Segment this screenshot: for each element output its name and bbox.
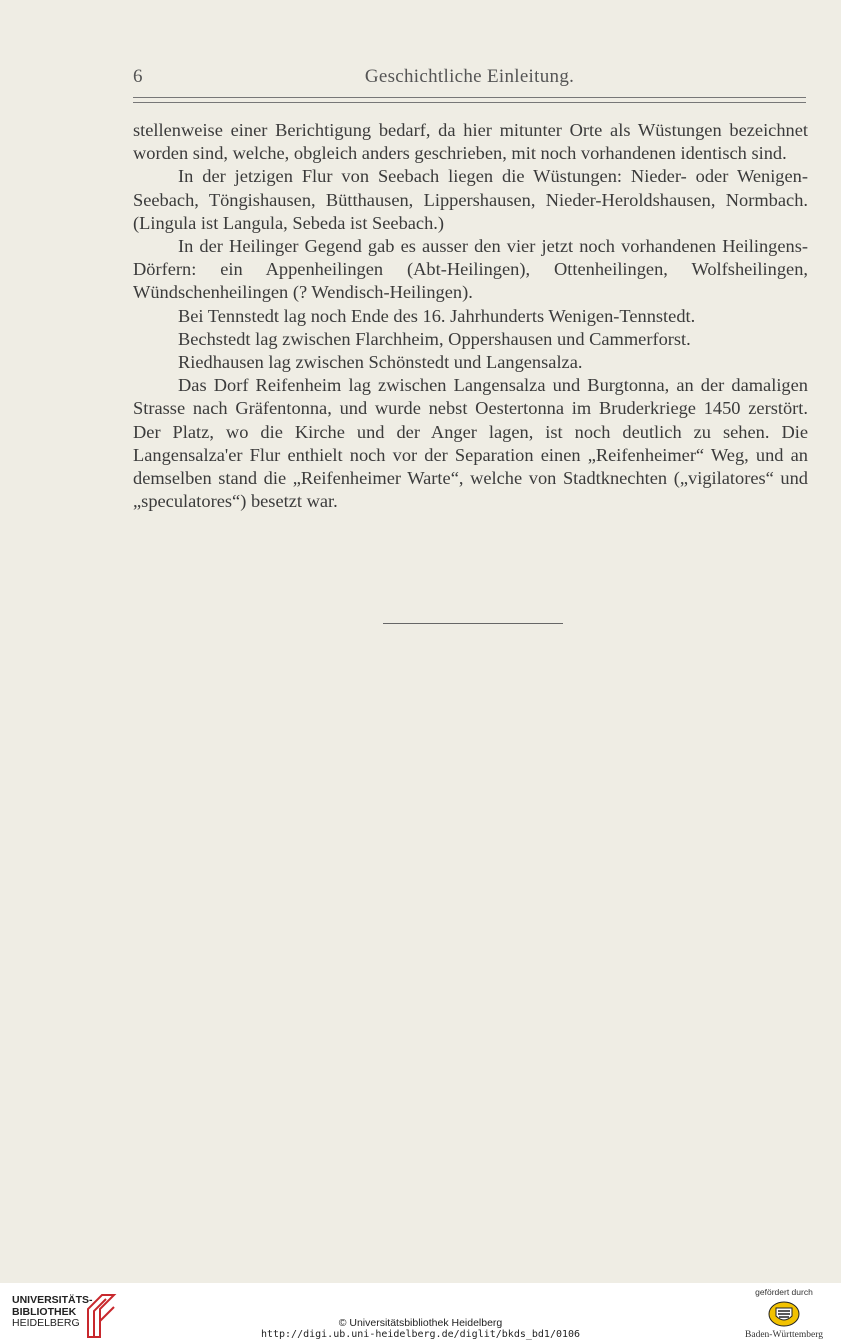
footer-credits <box>0 1317 841 1341</box>
copyright-text: © Universitätsbibliothek Heidelberg <box>338 1317 503 1329</box>
funded-by-label: gefördert durch <box>755 1287 813 1297</box>
library-name-line2: BIBLIOTHEK <box>12 1305 77 1318</box>
permalink-url[interactable]: http://digi.ub.uni-heidelberg.de/diglit/bkds_bd1/0106 <box>260 1329 581 1340</box>
running-title: Geschichtliche Einleitung. <box>364 66 575 87</box>
running-header <box>133 66 806 94</box>
funder-logo[interactable] <box>739 1287 829 1340</box>
body-text <box>133 119 808 513</box>
funder-name: Baden-Württemberg <box>745 1330 823 1340</box>
baden-wuerttemberg-crest-icon <box>767 1300 801 1328</box>
paragraph: In der jetzigen Flur von Seebach liegen die Wüstungen: Nieder- oder Wenigen-Seebach, Töngishausen, Bütthausen, Lippershausen, Nieder-Heroldshausen, Normbach. (Lingula ist Langula, Sebeda ist Seebach.) <box>133 166 808 233</box>
footer-bar <box>0 1283 841 1344</box>
header-double-rule <box>133 97 806 103</box>
paragraph: Bechstedt lag zwischen Flarchheim, Oppershausen und Cammerforst. <box>178 328 691 349</box>
paragraph: In der Heilinger Gegend gab es ausser den vier jetzt noch vorhandenen Heilingens-Dörfern: ein Appenheilingen (Abt-Heilingen), Ottenheilingen, Wolfsheilingen, Wündschenheilingen (? Wendisch-Heilingen). <box>133 236 808 303</box>
page-number: 6 <box>133 66 143 87</box>
section-end-rule <box>383 623 563 624</box>
paragraph: Das Dorf Reifenheim lag zwischen Langensalza und Burgtonna, an der damaligen Strasse nach Gräfentonna, und wurde nebst Oestertonna im Bruderkriege 1450 zerstört. Der Platz, wo die Kirche und der Anger lagen, ist noch deutlich zu sehen. Die Langensalza'er Flur enthielt noch vor der Separation einen „Reifenheimer“ Weg, und an demselben stand die „Reifenheimer Warte“, welche von Stadtknechten („vigilatores“ und „speculatores“) besetzt war. <box>133 375 808 512</box>
paragraph: Bei Tennstedt lag noch Ende des 16. Jahrhunderts Wenigen-Tennstedt. <box>178 305 696 326</box>
library-name-line1: UNIVERSITÄTS- <box>12 1294 93 1306</box>
library-name-line3: HEIDELBERG <box>12 1317 80 1329</box>
paragraph: Riedhausen lag zwischen Schönstedt und Langensalza. <box>178 352 583 373</box>
paragraph: stellenweise einer Berichtigung bedarf, da hier mitunter Orte als Wüstungen bezeichnet worden sind, welche, obgleich anders geschrieben, mit noch vorhandenen identisch sind. <box>133 120 808 164</box>
